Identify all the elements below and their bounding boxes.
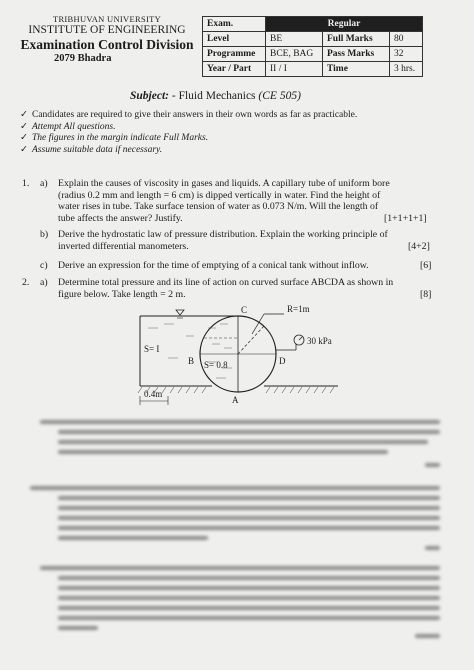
exam-date: 2079 Bhadra <box>54 53 112 64</box>
radius-line <box>238 326 264 354</box>
q1c-marks: [6] <box>420 260 432 271</box>
point-c-label: C <box>241 305 248 315</box>
year-part-label: Year / Part <box>203 62 266 77</box>
q1a-label: a) <box>40 178 48 189</box>
q1-number: 1. <box>22 178 30 189</box>
instructions <box>20 110 460 156</box>
pressure-label: 30 kPa <box>307 336 332 346</box>
time-value: 3 hrs. <box>390 62 423 77</box>
dimension-label: 0.4m <box>144 389 163 399</box>
checkmark-icon: ✓ <box>20 144 28 155</box>
instruction-item: ✓ Candidates are required to give their answers in their own words as far as practicable. <box>20 110 358 120</box>
radius-label: R=1m <box>287 304 310 314</box>
exam-info-table <box>202 16 423 77</box>
q1c-text: Derive an expression for the time of emptying of a conical tank without inflow. <box>58 260 369 271</box>
subject-label: Subject: <box>130 90 169 102</box>
exam-label: Exam. <box>203 17 266 32</box>
q2-number: 2. <box>22 277 30 288</box>
checkmark-icon: ✓ <box>20 121 28 132</box>
level-label: Level <box>203 32 266 47</box>
subject-name: - Fluid Mechanics <box>171 90 256 102</box>
curved-surface-figure <box>128 298 348 416</box>
instruction-item: ✓ Assume suitable data if necessary. <box>20 144 163 155</box>
instruction-item: ✓ The figures in the margin indicate Full Marks. <box>20 133 209 143</box>
programme-value: BCE, BAG <box>266 47 323 62</box>
q1a-marks: [1+1+1+1] <box>384 213 427 224</box>
point-b-label: B <box>188 356 195 366</box>
q1a-text: Explain the causes of viscosity in gases and liquids. A capillary tube of uniform bore (radius 0.2 mm and length = 6 cm) is dipped vertically in water. Find the height of water rises in tube. Take surface tension of water as 0.073 N/m. Will the length of tube affects the answer? Justify. <box>58 178 390 224</box>
pass-marks-value: 32 <box>390 47 423 62</box>
time-label: Time <box>323 62 390 77</box>
point-a-label: A <box>232 395 239 405</box>
q1b-label: b) <box>40 229 49 240</box>
q2a-marks: [8] <box>420 289 432 300</box>
water-level-icon <box>176 310 184 315</box>
full-marks-value: 80 <box>390 32 423 47</box>
institute-name: INSTITUTE OF ENGINEERING <box>28 24 186 36</box>
division-name: Examination Control Division <box>20 37 194 52</box>
checkmark-icon: ✓ <box>20 133 28 143</box>
s2-label: S= 0.8 <box>204 360 228 370</box>
instruction-item: ✓ Attempt All questions. <box>20 121 116 132</box>
q1c-label: c) <box>40 260 48 271</box>
year-part-value: II / I <box>266 62 323 77</box>
point-d-label: D <box>279 356 286 366</box>
full-marks-label: Full Marks <box>323 32 390 47</box>
level-value: BE <box>266 32 323 47</box>
pass-marks-label: Pass Marks <box>323 47 390 62</box>
q2a-label: a) <box>40 277 48 288</box>
q2a-text: Determine total pressure and its line of action on curved surface ABCDA as shown in figure below. Take length = 2 m. <box>58 277 394 300</box>
university-name: TRIBHUVAN UNIVERSITY <box>52 14 162 24</box>
s1-label: S= I <box>144 344 160 354</box>
subject-line <box>130 90 301 102</box>
checkmark-icon: ✓ <box>20 110 28 120</box>
programme-label: Programme <box>203 47 266 62</box>
blurred-remaining-questions <box>30 420 450 665</box>
header-block <box>14 14 200 64</box>
subject-code: (CE 505) <box>258 90 301 102</box>
exam-type: Regular <box>266 17 423 32</box>
q1b-marks: [4+2] <box>408 241 430 252</box>
q1b-text: Derive the hydrostatic law of pressure distribution. Explain the working principle of inverted differential manometers. <box>58 229 388 252</box>
